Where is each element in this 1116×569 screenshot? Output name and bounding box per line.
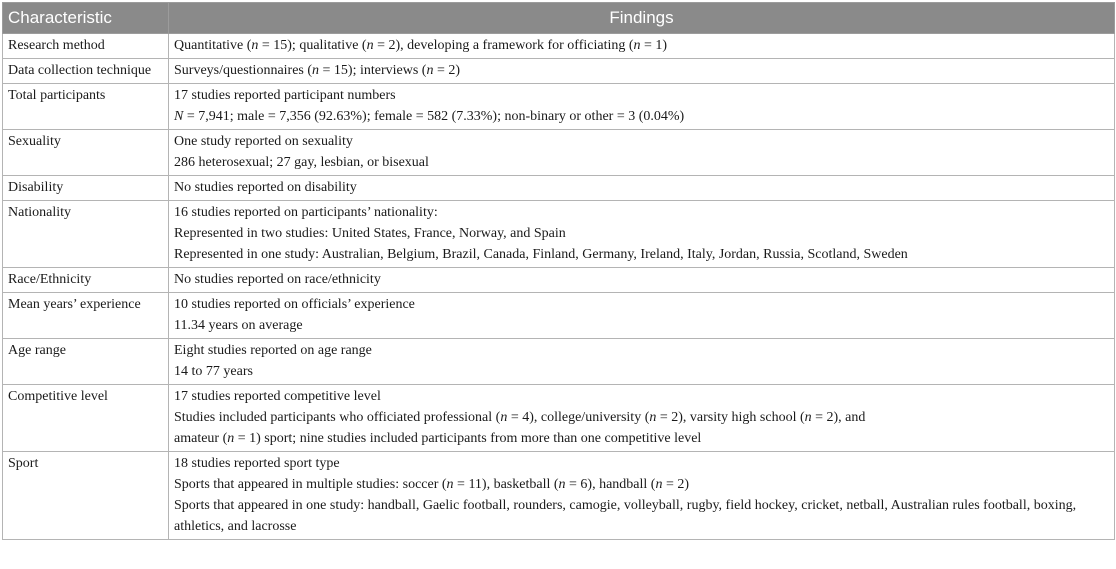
findings-text: Sports that appeared in one study: handball, Gaelic football, rounders, camogie, volleyball, rugby, field hockey, cricket, netball, Australian rules football, boxing, athletics, and lacrosse <box>174 498 1077 534</box>
table-row <box>3 59 1115 84</box>
findings-cell <box>169 84 1115 130</box>
italic-symbol: n <box>633 38 641 53</box>
findings-cell <box>169 201 1115 268</box>
findings-text: 17 studies reported competitive level <box>174 389 381 404</box>
findings-line <box>174 407 1109 428</box>
findings-text: = 2) <box>433 63 461 78</box>
table-row <box>3 385 1115 452</box>
header-characteristic: Characteristic <box>3 3 169 34</box>
findings-line <box>174 361 1109 382</box>
findings-line <box>174 152 1109 173</box>
findings-cell <box>169 452 1115 540</box>
findings-text: = 11), basketball ( <box>453 477 559 492</box>
italic-symbol: n <box>312 63 320 78</box>
table-row <box>3 201 1115 268</box>
italic-symbol: n <box>446 477 454 492</box>
table-row <box>3 339 1115 385</box>
characteristic-cell: Sexuality <box>3 130 169 176</box>
findings-line <box>174 131 1109 152</box>
findings-text: 10 studies reported on officials’ experience <box>174 297 415 312</box>
italic-symbol: n <box>655 477 663 492</box>
findings-line <box>174 223 1109 244</box>
findings-line <box>174 202 1109 223</box>
italic-symbol: n <box>558 477 566 492</box>
findings-line <box>174 474 1109 495</box>
characteristic-cell: Sport <box>3 452 169 540</box>
findings-text: One study reported on sexuality <box>174 134 353 149</box>
findings-text: 11.34 years on average <box>174 318 303 333</box>
findings-text: 17 studies reported participant numbers <box>174 88 396 103</box>
characteristic-cell: Age range <box>3 339 169 385</box>
characteristics-table <box>2 2 1115 540</box>
characteristic-cell: Race/Ethnicity <box>3 268 169 293</box>
characteristic-cell: Data collection technique <box>3 59 169 84</box>
findings-cell <box>169 385 1115 452</box>
table-row <box>3 84 1115 130</box>
findings-text: Represented in one study: Australian, Belgium, Brazil, Canada, Finland, Germany, Ireland, Italy, Jordan, Russia, Scotland, Sweden <box>174 247 908 262</box>
findings-cell <box>169 293 1115 339</box>
findings-text: Sports that appeared in multiple studies: soccer ( <box>174 477 447 492</box>
findings-text: 18 studies reported sport type <box>174 456 340 471</box>
findings-text: No studies reported on race/ethnicity <box>174 272 381 287</box>
findings-text: = 2), and <box>811 410 866 425</box>
findings-line <box>174 177 1109 198</box>
findings-text: = 2), varsity high school ( <box>656 410 805 425</box>
findings-text: 14 to 77 years <box>174 364 253 379</box>
characteristic-cell: Disability <box>3 176 169 201</box>
findings-line <box>174 340 1109 361</box>
findings-cell <box>169 268 1115 293</box>
findings-cell <box>169 130 1115 176</box>
header-findings: Findings <box>169 3 1115 34</box>
findings-line <box>174 106 1109 127</box>
italic-symbol: n <box>426 63 434 78</box>
findings-text: = 1) sport; nine studies included participants from more than one competitive level <box>234 431 702 446</box>
findings-text: = 2) <box>662 477 690 492</box>
header-row <box>3 3 1115 34</box>
findings-text: 16 studies reported on participants’ nationality: <box>174 205 438 220</box>
findings-line <box>174 294 1109 315</box>
table-row <box>3 34 1115 59</box>
findings-text: = 15); qualitative ( <box>258 38 367 53</box>
findings-text: Eight studies reported on age range <box>174 343 372 358</box>
findings-line <box>174 85 1109 106</box>
italic-symbol: n <box>500 410 508 425</box>
findings-line <box>174 269 1109 290</box>
table-body <box>3 34 1115 540</box>
findings-cell <box>169 59 1115 84</box>
table-row <box>3 176 1115 201</box>
findings-text: = 1) <box>640 38 668 53</box>
findings-line <box>174 244 1109 265</box>
table-row <box>3 293 1115 339</box>
findings-line <box>174 35 1109 56</box>
findings-cell <box>169 176 1115 201</box>
findings-text: = 7,941; male = 7,356 (92.63%); female = 582 (7.33%); non-binary or other = 3 (0.04%) <box>183 109 685 124</box>
findings-text: = 2), developing a framework for officiating ( <box>373 38 634 53</box>
italic-symbol: n <box>804 410 812 425</box>
findings-text: 286 heterosexual; 27 gay, lesbian, or bisexual <box>174 155 429 170</box>
characteristic-cell: Competitive level <box>3 385 169 452</box>
characteristic-cell: Nationality <box>3 201 169 268</box>
findings-text: amateur ( <box>174 431 228 446</box>
italic-symbol: n <box>366 38 374 53</box>
table-row <box>3 452 1115 540</box>
findings-text: = 4), college/university ( <box>507 410 650 425</box>
characteristic-cell: Total participants <box>3 84 169 130</box>
findings-line <box>174 315 1109 336</box>
findings-line <box>174 428 1109 449</box>
table-row <box>3 130 1115 176</box>
characteristic-cell: Research method <box>3 34 169 59</box>
findings-line <box>174 386 1109 407</box>
findings-line <box>174 495 1109 537</box>
findings-cell <box>169 34 1115 59</box>
findings-text: Quantitative ( <box>174 38 252 53</box>
findings-text: Surveys/questionnaires ( <box>174 63 313 78</box>
italic-symbol: N <box>174 109 184 124</box>
findings-text: No studies reported on disability <box>174 180 357 195</box>
characteristic-cell: Mean years’ experience <box>3 293 169 339</box>
findings-line <box>174 453 1109 474</box>
italic-symbol: n <box>227 431 235 446</box>
findings-line <box>174 60 1109 81</box>
findings-cell <box>169 339 1115 385</box>
findings-text: = 6), handball ( <box>565 477 656 492</box>
findings-text: = 15); interviews ( <box>319 63 427 78</box>
findings-text: Studies included participants who officiated professional ( <box>174 410 501 425</box>
table-row <box>3 268 1115 293</box>
italic-symbol: n <box>649 410 657 425</box>
findings-text: Represented in two studies: United States, France, Norway, and Spain <box>174 226 566 241</box>
italic-symbol: n <box>251 38 259 53</box>
